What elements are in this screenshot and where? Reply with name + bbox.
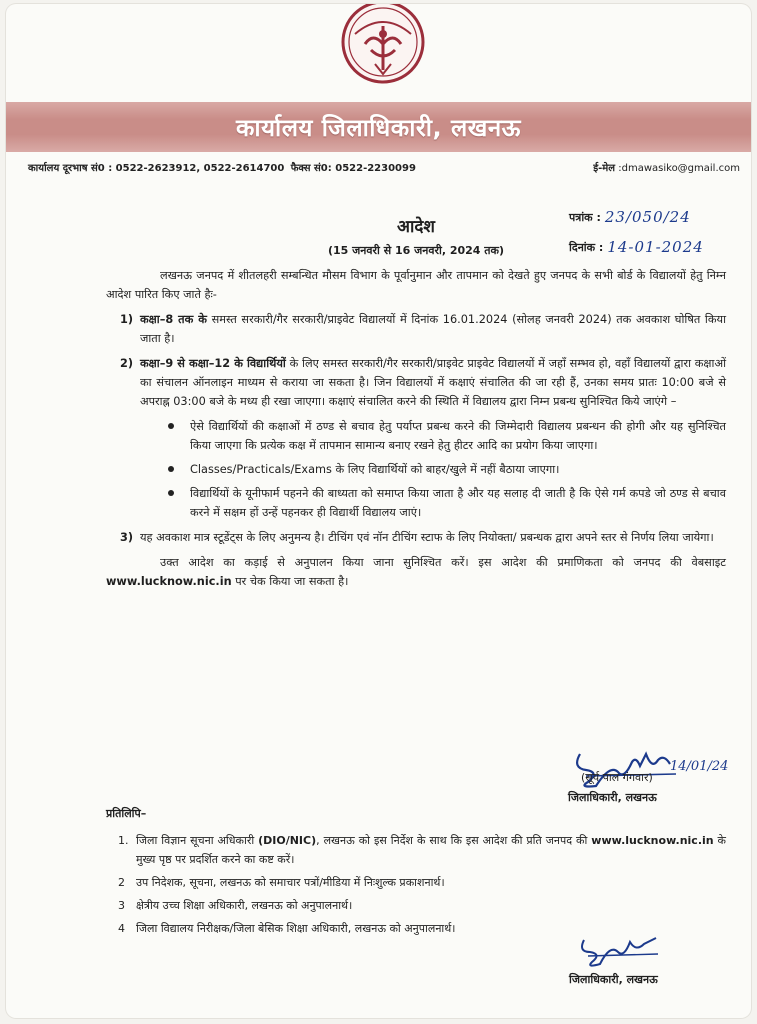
order-heading xyxy=(306,214,526,258)
email-address: :dmawasiko@gmail.com xyxy=(618,163,740,174)
copy-item-2 xyxy=(106,873,726,892)
order-date: 14-01-2024 xyxy=(607,238,704,256)
office-phone: कार्यालय दूरभाष सं0 : 0522-2623912, 0522-2614700 xyxy=(28,163,285,174)
signature-date: 14/01/24 xyxy=(670,759,729,774)
reference-label: पत्रांक : xyxy=(569,210,601,224)
copy-text: उप निदेशक, सूचना, लखनऊ को समाचार पत्रों/मीडिया में निःशुल्क प्रकाशनार्थ। xyxy=(136,876,445,889)
item-number: 2) xyxy=(120,357,134,370)
up-government-emblem-icon xyxy=(335,4,431,84)
arrangement-list xyxy=(164,417,726,522)
copy-heading: प्रतिलिपि– xyxy=(106,807,147,820)
copy-text: क्षेत्रीय उच्च शिक्षा अधिकारी, लखनऊ को अनुपालनार्थ। xyxy=(136,899,353,912)
website-link[interactable]: www.lucknow.nic.in xyxy=(591,834,714,847)
bullet-icon xyxy=(168,466,174,472)
copy-number: 2 xyxy=(118,876,125,889)
order-item-1 xyxy=(106,310,726,348)
date-label: दिनांक : xyxy=(569,240,604,254)
reference-row xyxy=(569,202,749,232)
copy-number: 1. xyxy=(118,834,129,847)
bullet-icon xyxy=(168,490,174,496)
phone-fax-line xyxy=(28,160,416,174)
order-title: आदेश xyxy=(397,217,435,237)
office-fax: फैक्स सं0: 0522-2230099 xyxy=(290,163,416,174)
email-label: ई-मेल xyxy=(593,163,616,174)
signatory-name: (सूर्य पाल गंगवार) xyxy=(581,771,653,784)
contact-row xyxy=(28,160,740,178)
website-link[interactable]: www.lucknow.nic.in xyxy=(106,575,232,588)
copy-number: 3 xyxy=(118,899,125,912)
item-number: 3) xyxy=(120,531,134,544)
copy-text: जिला विद्यालय निरीक्षक/जिला बेसिक शिक्षा अधिकारी, लखनऊ को अनुपालनार्थ। xyxy=(136,922,456,935)
bullet-text: ऐसे विद्यार्थियों की कक्षाओं में ठण्ड से बचाव हेतु पर्याप्त प्रबन्ध करने की जिम्मेदारी विद्यालय प्रबन्धन की होगी और यह सुनिश्चित किया जाएगा कि प्रत्येक कक्ष में तापमान सामान्य बनाए रखने हेतु हीटर आदि का प्रयोग किया जाएगा। xyxy=(190,420,726,452)
bullet-text: Classes/Practicals/Exams के लिए विद्यार्थियों को बाहर/खुले में नहीं बैठाया जाएगा। xyxy=(190,463,560,476)
order-body xyxy=(106,266,726,597)
signatory-title-2: जिलाधिकारी, लखनऊ xyxy=(569,973,658,986)
item-number: 1) xyxy=(120,313,134,326)
order-item-3 xyxy=(106,528,726,547)
item-3-text: यह अवकाश मात्र स्टूडेंट्स के लिए अनुमन्य है। टीचिंग एवं नॉन टीचिंग स्टाफ के लिए नियोक्ता/ प्रबन्धक द्वारा अपने स्तर से निर्णय लिया जायेगा। xyxy=(140,531,714,544)
closing-text: उक्त आदेश का कड़ाई से अनुपालन किया जाना सुनिश्चित करें। इस आदेश की प्रमाणिकता को जनपद की वेबसाइट xyxy=(160,556,726,569)
copy-number: 4 xyxy=(118,922,125,935)
item-1-bold: कक्षा–8 तक के xyxy=(140,313,207,326)
office-title: कार्यालय जिलाधिकारी, लखनऊ xyxy=(235,113,522,142)
document-page xyxy=(6,4,751,1018)
list-item xyxy=(164,460,726,479)
list-item xyxy=(164,484,726,522)
closing-text-end: पर चेक किया जा सकता है। xyxy=(231,575,349,588)
signatory-title: जिलाधिकारी, लखनऊ xyxy=(568,791,657,804)
copy-text: के मुख्य पृष्ठ पर प्रदर्शित करने का कष्ट करें। xyxy=(136,834,727,866)
bullet-text: विद्यार्थियों के यूनीफार्म पहनने की बाध्यता को समाप्त किया जाता है और यह सलाह दी जाती है कि ऐसे गर्म कपडे जो ठण्ड से बचाव करने में सक्षम हों उन्हें पहनकर ही विद्यार्थी विद्यालय जाएं। xyxy=(190,487,726,519)
order-meta xyxy=(569,202,749,262)
order-item-2 xyxy=(106,354,726,411)
intro-paragraph: लखनऊ जनपद में शीतलहरी सम्बन्धित मौसम विभाग के पूर्वानुमान और तापमान को देखते हुए जनपद के सभी बोर्ड के विद्यालयों हेतु निम्न आदेश पारित किए जाते हैः- xyxy=(106,269,726,301)
item-2-bold: कक्षा–9 से कक्षा–12 के विद्यार्थियों xyxy=(140,357,286,370)
copy-bold: (DIO/NIC) xyxy=(258,834,317,847)
item-1-text: समस्त सरकारी/गैर सरकारी/प्राइवेट विद्यालयों में दिनांक 16.01.2024 (सोलह जनवरी 2024) तक अवकाश घोषित किया जाता है। xyxy=(140,313,726,345)
date-row xyxy=(569,232,749,262)
signature-2-image xyxy=(576,922,676,972)
copy-item-1 xyxy=(106,831,726,869)
copy-item-3 xyxy=(106,896,726,915)
copy-text: , लखनऊ को इस निर्देश के साथ कि इस आदेश की प्रति जनपद की xyxy=(316,834,592,847)
closing-paragraph xyxy=(106,553,726,591)
item-2-text: के लिए समस्त सरकारी/गैर सरकारी/प्राइवेट प्राइवेट विद्यालयों में जहाँ सम्भव हो, वहाँ विद्यालयों द्वारा कक्षाओं का संचालन ऑनलाइन माध्यम से कराया जा सकता है। जिन विद्यालयों में कक्षाएं संचालित की जा रही हैं, उनका समय प्रातः 10:00 बजे से अपराह्न 03:00 बजे के मध्य ही रखा जाएगा। कक्षाएं संचालित करने की स्थिति में विद्यालय द्वारा निम्न प्रबन्ध सुनिश्चित किये जाएंगे – xyxy=(140,357,727,408)
letterhead-banner xyxy=(6,102,751,152)
email-line xyxy=(593,160,740,174)
list-item xyxy=(164,417,726,455)
reference-number: 23/050/24 xyxy=(604,208,691,226)
bullet-icon xyxy=(168,423,174,429)
copy-text: जिला विज्ञान सूचना अधिकारी xyxy=(136,834,259,847)
order-date-range: (15 जनवरी से 16 जनवरी, 2024 तक) xyxy=(327,244,505,257)
